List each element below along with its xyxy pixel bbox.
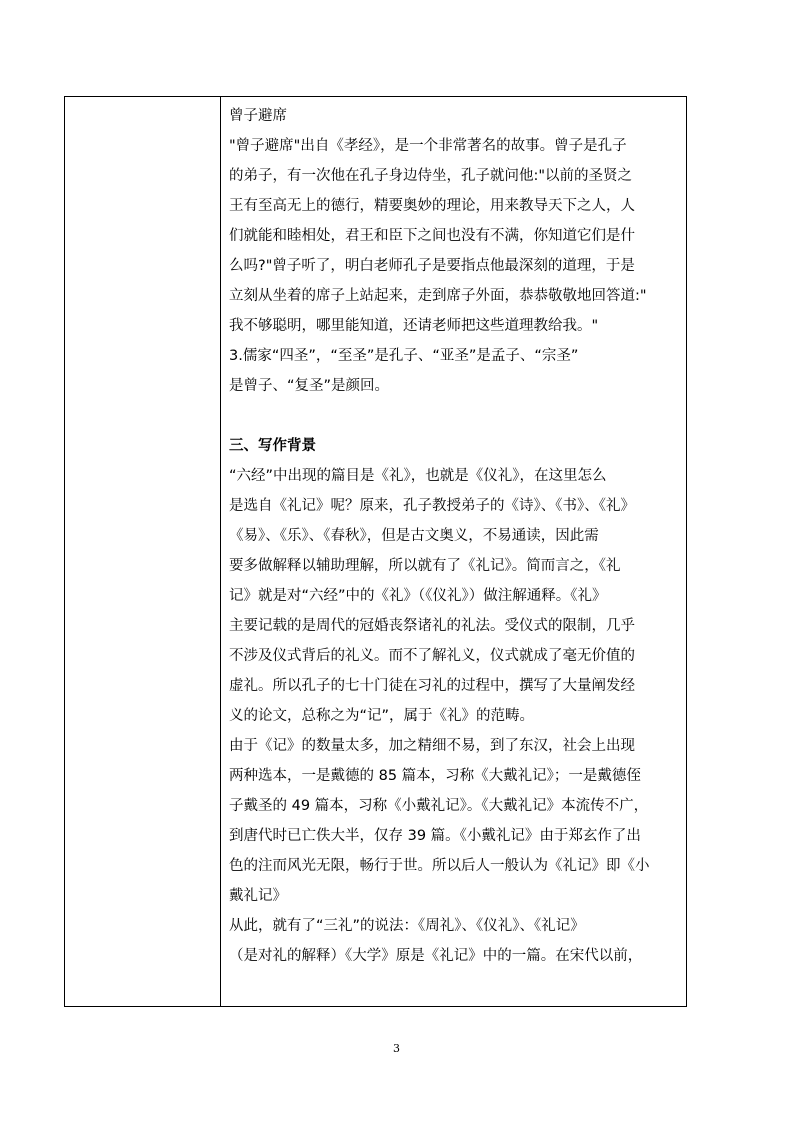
- section-heading: 三、写作背景: [229, 438, 316, 454]
- text-line: 两种选本，一是戴德的 85 篇本，习称《大戴礼记》；一是戴德侄: [229, 768, 641, 784]
- text-line: “六经”中出现的篇目是《礼》，也就是《仪礼》，在这里怎么: [229, 468, 607, 484]
- text-line: 要多做解释以辅助理解，所以就有了《礼记》。简而言之，《礼: [229, 558, 621, 574]
- text-line: 虚礼。所以孔子的七十门徒在习礼的过程中，撰写了大量阐发经: [229, 678, 635, 694]
- column-divider: [220, 97, 221, 1006]
- text-line: 到唐代时已亡佚大半，仅存 39 篇。《小戴礼记》由于郑玄作了出: [229, 828, 641, 844]
- document-table: [64, 96, 687, 1007]
- page-number: 3: [393, 1042, 400, 1055]
- text-line: 戴礼记》: [229, 888, 287, 904]
- text-line: 的弟子，有一次他在孔子身边侍坐，孔子就问他:"以前的圣贤之: [229, 168, 633, 184]
- text-line: 子戴圣的 49 篇本，习称《小戴礼记》。《大戴礼记》本流传不广，: [229, 798, 649, 814]
- text-line: 么吗?"曾子听了，明白老师孔子是要指点他最深刻的道理，于是: [229, 258, 635, 274]
- text-line: （是对礼的解释）《大学》原是《礼记》中的一篇。在宋代以前，: [229, 948, 643, 964]
- text-line: 记》就是对“六经”中的《礼》（《仪礼》）做注解通释。《礼》: [229, 588, 607, 604]
- text-line: 们就能和睦相处，君王和臣下之间也没有不满，你知道它们是什: [229, 228, 635, 244]
- blank-line: [229, 401, 677, 431]
- text-line: "曾子避席"出自《孝经》，是一个非常著名的故事。曾子是孔子: [229, 138, 627, 154]
- text-line: 是选自《礼记》呢？原来，孔子教授弟子的《诗》、《书》、《礼》: [229, 498, 635, 514]
- text-line: 我不够聪明，哪里能知道，还请老师把这些道理教给我。": [229, 318, 599, 334]
- section-title: 曾子避席: [229, 108, 287, 124]
- text-line: 从此，就有了“三礼”的说法：《周礼》、《仪礼》、《礼记》: [229, 918, 585, 934]
- text-line: 立刻从坐着的席子上站起来，走到席子外面，恭恭敬敬地回答道:": [229, 288, 647, 304]
- text-line: 王有至高无上的德行，精要奥妙的理论，用来教导天下之人，人: [229, 198, 635, 214]
- text-line: 《易》、《乐》、《春秋》，但是古文奥义，不易通读，因此需: [229, 528, 599, 544]
- content-cell: [229, 101, 677, 971]
- text-line: 是曾子、“复圣”是颜回。: [229, 378, 390, 394]
- text-line: 义的论文，总称之为“记”，属于《礼》的范畴。: [229, 708, 535, 724]
- text-line: 3.儒家“四圣”，“至圣”是孔子、“亚圣”是孟子、“宗圣”: [229, 348, 579, 364]
- text-line: 色的注而风光无限，畅行于世。所以后人一般认为《礼记》即《小: [229, 858, 650, 874]
- text-line: 不涉及仪式背后的礼义。而不了解礼义，仪式就成了毫无价值的: [229, 648, 635, 664]
- text-line: 主要记载的是周代的冠婚丧祭诸礼的礼法。受仪式的限制，几乎: [229, 618, 635, 634]
- text-line: 由于《记》的数量太多，加之精细不易，到了东汉，社会上出现: [229, 738, 635, 754]
